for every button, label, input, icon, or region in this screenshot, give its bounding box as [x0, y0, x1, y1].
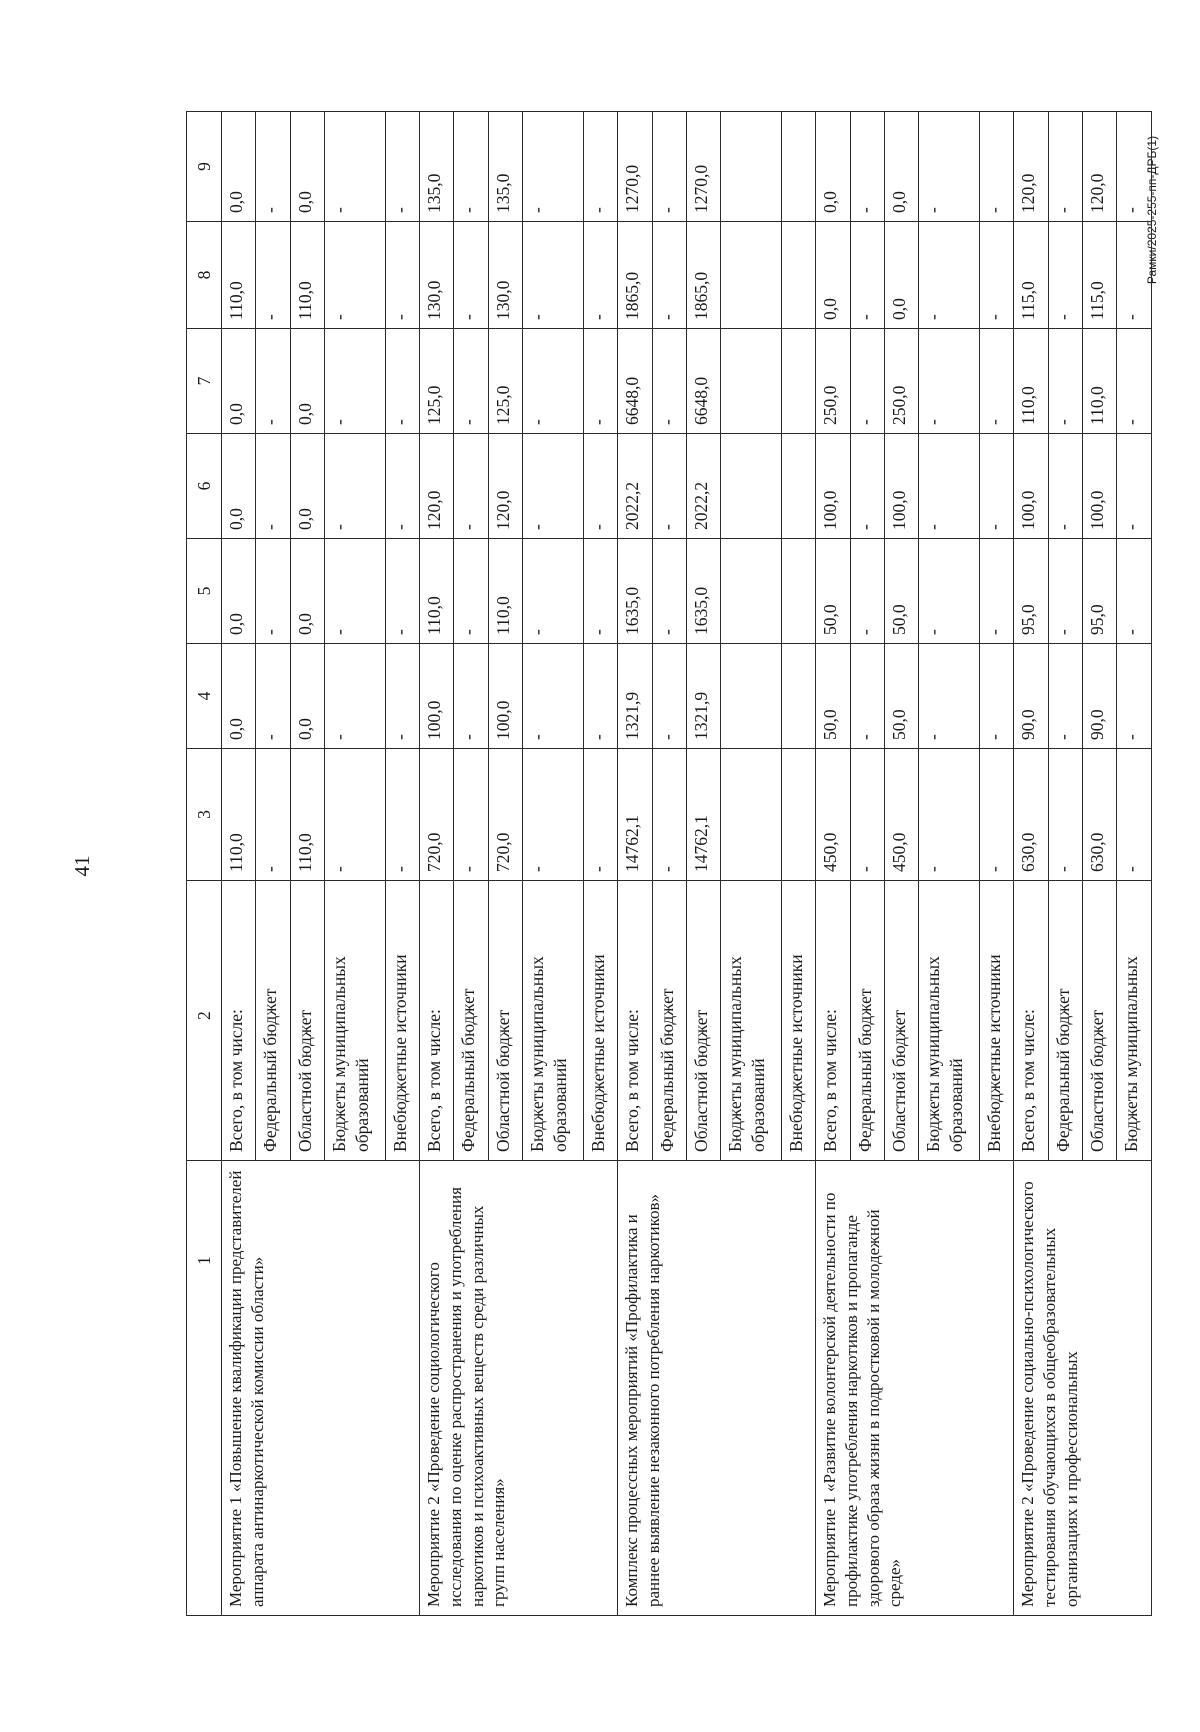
- amount-cell: [781, 222, 815, 329]
- amount-cell: 1321,9: [618, 644, 652, 749]
- amount-cell: -: [1048, 112, 1082, 222]
- amount-cell: -: [850, 434, 884, 539]
- amount-cell: 110,0: [420, 539, 454, 644]
- amount-cell: 50,0: [816, 644, 850, 749]
- activity-description: Комплекс процессных мероприятий «Профилактика и раннее выявление незаконного потребления наркотиков»: [618, 1161, 816, 1616]
- amount-cell: -: [1117, 644, 1152, 749]
- amount-cell: 6648,0: [686, 329, 720, 434]
- amount-cell: -: [850, 329, 884, 434]
- funding-source: Областной бюджет: [686, 881, 720, 1161]
- amount-cell: -: [454, 112, 488, 222]
- amount-cell: 90,0: [1014, 644, 1048, 749]
- amount-cell: -: [325, 539, 386, 644]
- amount-cell: -: [1048, 434, 1082, 539]
- amount-cell: -: [850, 539, 884, 644]
- amount-cell: -: [256, 539, 290, 644]
- column-header: 3: [187, 749, 222, 881]
- table-body: [222, 112, 1152, 1616]
- amount-cell: -: [919, 749, 980, 881]
- amount-cell: -: [919, 434, 980, 539]
- amount-cell: [721, 329, 782, 434]
- amount-cell: [721, 749, 782, 881]
- amount-cell: -: [523, 644, 584, 749]
- amount-cell: 1865,0: [618, 222, 652, 329]
- amount-cell: -: [1048, 329, 1082, 434]
- funding-source: Внебюджетные источники: [385, 881, 419, 1161]
- amount-cell: -: [919, 644, 980, 749]
- amount-cell: -: [652, 329, 686, 434]
- amount-cell: -: [1117, 434, 1152, 539]
- amount-cell: -: [325, 749, 386, 881]
- amount-cell: -: [979, 112, 1013, 222]
- amount-cell: 110,0: [290, 222, 324, 329]
- amount-cell: -: [385, 112, 419, 222]
- amount-cell: [781, 539, 815, 644]
- amount-cell: 120,0: [420, 434, 454, 539]
- amount-cell: [721, 222, 782, 329]
- amount-cell: -: [919, 112, 980, 222]
- amount-cell: -: [850, 222, 884, 329]
- amount-cell: -: [919, 329, 980, 434]
- amount-cell: 2022,2: [686, 434, 720, 539]
- table-row: [1014, 112, 1048, 1616]
- amount-cell: 14762,1: [686, 749, 720, 881]
- amount-cell: -: [256, 329, 290, 434]
- amount-cell: 125,0: [488, 329, 522, 434]
- amount-cell: 125,0: [420, 329, 454, 434]
- amount-cell: 0,0: [222, 644, 256, 749]
- column-header: 8: [187, 222, 222, 329]
- funding-source: Областной бюджет: [1083, 881, 1117, 1161]
- amount-cell: -: [1048, 222, 1082, 329]
- amount-cell: 0,0: [222, 539, 256, 644]
- amount-cell: -: [652, 749, 686, 881]
- column-header: 6: [187, 434, 222, 539]
- amount-cell: -: [583, 222, 617, 329]
- amount-cell: 1635,0: [686, 539, 720, 644]
- funding-source: Областной бюджет: [290, 881, 324, 1161]
- amount-cell: 100,0: [1014, 434, 1048, 539]
- amount-cell: 100,0: [488, 644, 522, 749]
- amount-cell: 100,0: [1083, 434, 1117, 539]
- table-row: [816, 112, 850, 1616]
- amount-cell: -: [454, 434, 488, 539]
- column-header: 4: [187, 644, 222, 749]
- amount-cell: -: [1117, 222, 1152, 329]
- budget-table-container: [186, 112, 1152, 1616]
- amount-cell: -: [979, 222, 1013, 329]
- amount-cell: -: [1117, 539, 1152, 644]
- table-row: [618, 112, 652, 1616]
- amount-cell: 0,0: [884, 112, 918, 222]
- amount-cell: [721, 644, 782, 749]
- amount-cell: -: [454, 644, 488, 749]
- amount-cell: 14762,1: [618, 749, 652, 881]
- funding-source: Внебюджетные источники: [583, 881, 617, 1161]
- amount-cell: -: [850, 644, 884, 749]
- amount-cell: -: [1048, 644, 1082, 749]
- amount-cell: 1865,0: [686, 222, 720, 329]
- activity-description: Мероприятие 2 «Проведение социологического исследования по оценке распространения и употребления наркотиков и психоактивных веществ среди различных групп населения»: [420, 1161, 618, 1616]
- activity-description: Мероприятие 1 «Повышение квалификации представителей аппарата антинаркотической комиссии области»: [222, 1161, 420, 1616]
- amount-cell: -: [652, 112, 686, 222]
- amount-cell: -: [523, 222, 584, 329]
- funding-source: Федеральный бюджет: [454, 881, 488, 1161]
- amount-cell: 95,0: [1014, 539, 1048, 644]
- amount-cell: [781, 329, 815, 434]
- amount-cell: -: [385, 644, 419, 749]
- amount-cell: -: [850, 112, 884, 222]
- column-header: 7: [187, 329, 222, 434]
- amount-cell: 0,0: [290, 644, 324, 749]
- amount-cell: -: [523, 434, 584, 539]
- amount-cell: -: [652, 644, 686, 749]
- document-code: Рамки/2025-255-пп-ДРБ(1): [1145, 135, 1159, 285]
- amount-cell: -: [523, 749, 584, 881]
- amount-cell: -: [325, 329, 386, 434]
- column-header: 5: [187, 539, 222, 644]
- amount-cell: -: [652, 539, 686, 644]
- amount-cell: -: [1117, 329, 1152, 434]
- amount-cell: 1270,0: [686, 112, 720, 222]
- amount-cell: -: [256, 222, 290, 329]
- amount-cell: -: [979, 644, 1013, 749]
- amount-cell: -: [325, 644, 386, 749]
- amount-cell: -: [583, 112, 617, 222]
- amount-cell: 120,0: [488, 434, 522, 539]
- amount-cell: -: [523, 539, 584, 644]
- amount-cell: 0,0: [290, 112, 324, 222]
- amount-cell: 0,0: [816, 112, 850, 222]
- amount-cell: 90,0: [1083, 644, 1117, 749]
- amount-cell: -: [385, 749, 419, 881]
- amount-cell: 110,0: [290, 749, 324, 881]
- amount-cell: [781, 434, 815, 539]
- amount-cell: 250,0: [884, 329, 918, 434]
- amount-cell: 0,0: [222, 329, 256, 434]
- amount-cell: 0,0: [222, 434, 256, 539]
- funding-source: Бюджеты муниципальных образований: [523, 881, 584, 1161]
- amount-cell: -: [583, 749, 617, 881]
- amount-cell: -: [325, 222, 386, 329]
- amount-cell: -: [583, 329, 617, 434]
- amount-cell: 95,0: [1083, 539, 1117, 644]
- amount-cell: -: [454, 539, 488, 644]
- amount-cell: 130,0: [488, 222, 522, 329]
- funding-source: Всего, в том числе:: [222, 881, 256, 1161]
- amount-cell: 100,0: [420, 644, 454, 749]
- amount-cell: 450,0: [816, 749, 850, 881]
- funding-source: Всего, в том числе:: [816, 881, 850, 1161]
- amount-cell: 1321,9: [686, 644, 720, 749]
- amount-cell: 0,0: [884, 222, 918, 329]
- funding-source: Федеральный бюджет: [1048, 881, 1082, 1161]
- table-row: [222, 112, 256, 1616]
- amount-cell: -: [979, 329, 1013, 434]
- amount-cell: [781, 112, 815, 222]
- amount-cell: 630,0: [1014, 749, 1048, 881]
- header-row: [187, 112, 222, 1616]
- amount-cell: 50,0: [884, 644, 918, 749]
- funding-source: Бюджеты муниципальных: [1117, 881, 1152, 1161]
- amount-cell: 135,0: [488, 112, 522, 222]
- amount-cell: [721, 434, 782, 539]
- amount-cell: -: [325, 112, 386, 222]
- amount-cell: [781, 749, 815, 881]
- funding-source: Федеральный бюджет: [256, 881, 290, 1161]
- amount-cell: -: [385, 539, 419, 644]
- amount-cell: 1635,0: [618, 539, 652, 644]
- amount-cell: 630,0: [1083, 749, 1117, 881]
- amount-cell: 0,0: [816, 222, 850, 329]
- funding-source: Областной бюджет: [488, 881, 522, 1161]
- amount-cell: 100,0: [884, 434, 918, 539]
- amount-cell: -: [652, 434, 686, 539]
- funding-source: Бюджеты муниципальных образований: [721, 881, 782, 1161]
- amount-cell: -: [979, 749, 1013, 881]
- amount-cell: -: [523, 329, 584, 434]
- amount-cell: -: [256, 644, 290, 749]
- activity-description: Мероприятие 2 «Проведение социально-психологического тестирования обучающихся в общеобразовательных организациях и профессиональных: [1014, 1161, 1152, 1616]
- table-row: [420, 112, 454, 1616]
- amount-cell: -: [1048, 749, 1082, 881]
- column-header: 2: [187, 881, 222, 1161]
- column-header: 9: [187, 112, 222, 222]
- amount-cell: [781, 644, 815, 749]
- amount-cell: -: [325, 434, 386, 539]
- amount-cell: -: [583, 434, 617, 539]
- amount-cell: 110,0: [488, 539, 522, 644]
- amount-cell: 0,0: [290, 434, 324, 539]
- amount-cell: -: [583, 539, 617, 644]
- amount-cell: -: [256, 434, 290, 539]
- amount-cell: 110,0: [1014, 329, 1048, 434]
- amount-cell: -: [385, 329, 419, 434]
- amount-cell: 50,0: [816, 539, 850, 644]
- amount-cell: 115,0: [1014, 222, 1048, 329]
- amount-cell: [721, 112, 782, 222]
- amount-cell: 120,0: [1014, 112, 1048, 222]
- amount-cell: 6648,0: [618, 329, 652, 434]
- column-header: 1: [187, 1161, 222, 1616]
- funding-source: Федеральный бюджет: [652, 881, 686, 1161]
- amount-cell: 250,0: [816, 329, 850, 434]
- funding-source: Областной бюджет: [884, 881, 918, 1161]
- amount-cell: 0,0: [222, 112, 256, 222]
- amount-cell: -: [256, 749, 290, 881]
- amount-cell: [721, 539, 782, 644]
- amount-cell: -: [385, 434, 419, 539]
- amount-cell: -: [979, 434, 1013, 539]
- amount-cell: 1270,0: [618, 112, 652, 222]
- amount-cell: -: [1117, 112, 1152, 222]
- amount-cell: 50,0: [884, 539, 918, 644]
- amount-cell: -: [850, 749, 884, 881]
- amount-cell: 0,0: [290, 329, 324, 434]
- amount-cell: -: [919, 222, 980, 329]
- amount-cell: -: [979, 539, 1013, 644]
- amount-cell: -: [583, 644, 617, 749]
- amount-cell: -: [454, 329, 488, 434]
- funding-source: Всего, в том числе:: [420, 881, 454, 1161]
- amount-cell: 450,0: [884, 749, 918, 881]
- amount-cell: -: [523, 112, 584, 222]
- funding-source: Всего, в том числе:: [618, 881, 652, 1161]
- amount-cell: -: [1048, 539, 1082, 644]
- amount-cell: 120,0: [1083, 112, 1117, 222]
- amount-cell: 110,0: [222, 749, 256, 881]
- funding-source: Бюджеты муниципальных образований: [325, 881, 386, 1161]
- amount-cell: -: [1117, 749, 1152, 881]
- funding-source: Внебюджетные источники: [781, 881, 815, 1161]
- amount-cell: 130,0: [420, 222, 454, 329]
- funding-source: Федеральный бюджет: [850, 881, 884, 1161]
- amount-cell: -: [919, 539, 980, 644]
- amount-cell: -: [256, 112, 290, 222]
- budget-table: [186, 111, 1152, 1616]
- amount-cell: 720,0: [420, 749, 454, 881]
- amount-cell: 0,0: [290, 539, 324, 644]
- amount-cell: 110,0: [222, 222, 256, 329]
- amount-cell: 720,0: [488, 749, 522, 881]
- page-number: 41: [70, 855, 94, 877]
- amount-cell: 100,0: [816, 434, 850, 539]
- amount-cell: 110,0: [1083, 329, 1117, 434]
- amount-cell: -: [385, 222, 419, 329]
- amount-cell: -: [454, 749, 488, 881]
- amount-cell: 115,0: [1083, 222, 1117, 329]
- amount-cell: -: [454, 222, 488, 329]
- activity-description: Мероприятие 1 «Развитие волонтерской деятельности по профилактике употребления наркотиков и пропаганде здорового образа жизни в подростковой и молодежной среде»: [816, 1161, 1014, 1616]
- amount-cell: 135,0: [420, 112, 454, 222]
- funding-source: Бюджеты муниципальных образований: [919, 881, 980, 1161]
- funding-source: Внебюджетные источники: [979, 881, 1013, 1161]
- amount-cell: -: [652, 222, 686, 329]
- funding-source: Всего, в том числе:: [1014, 881, 1048, 1161]
- amount-cell: 2022,2: [618, 434, 652, 539]
